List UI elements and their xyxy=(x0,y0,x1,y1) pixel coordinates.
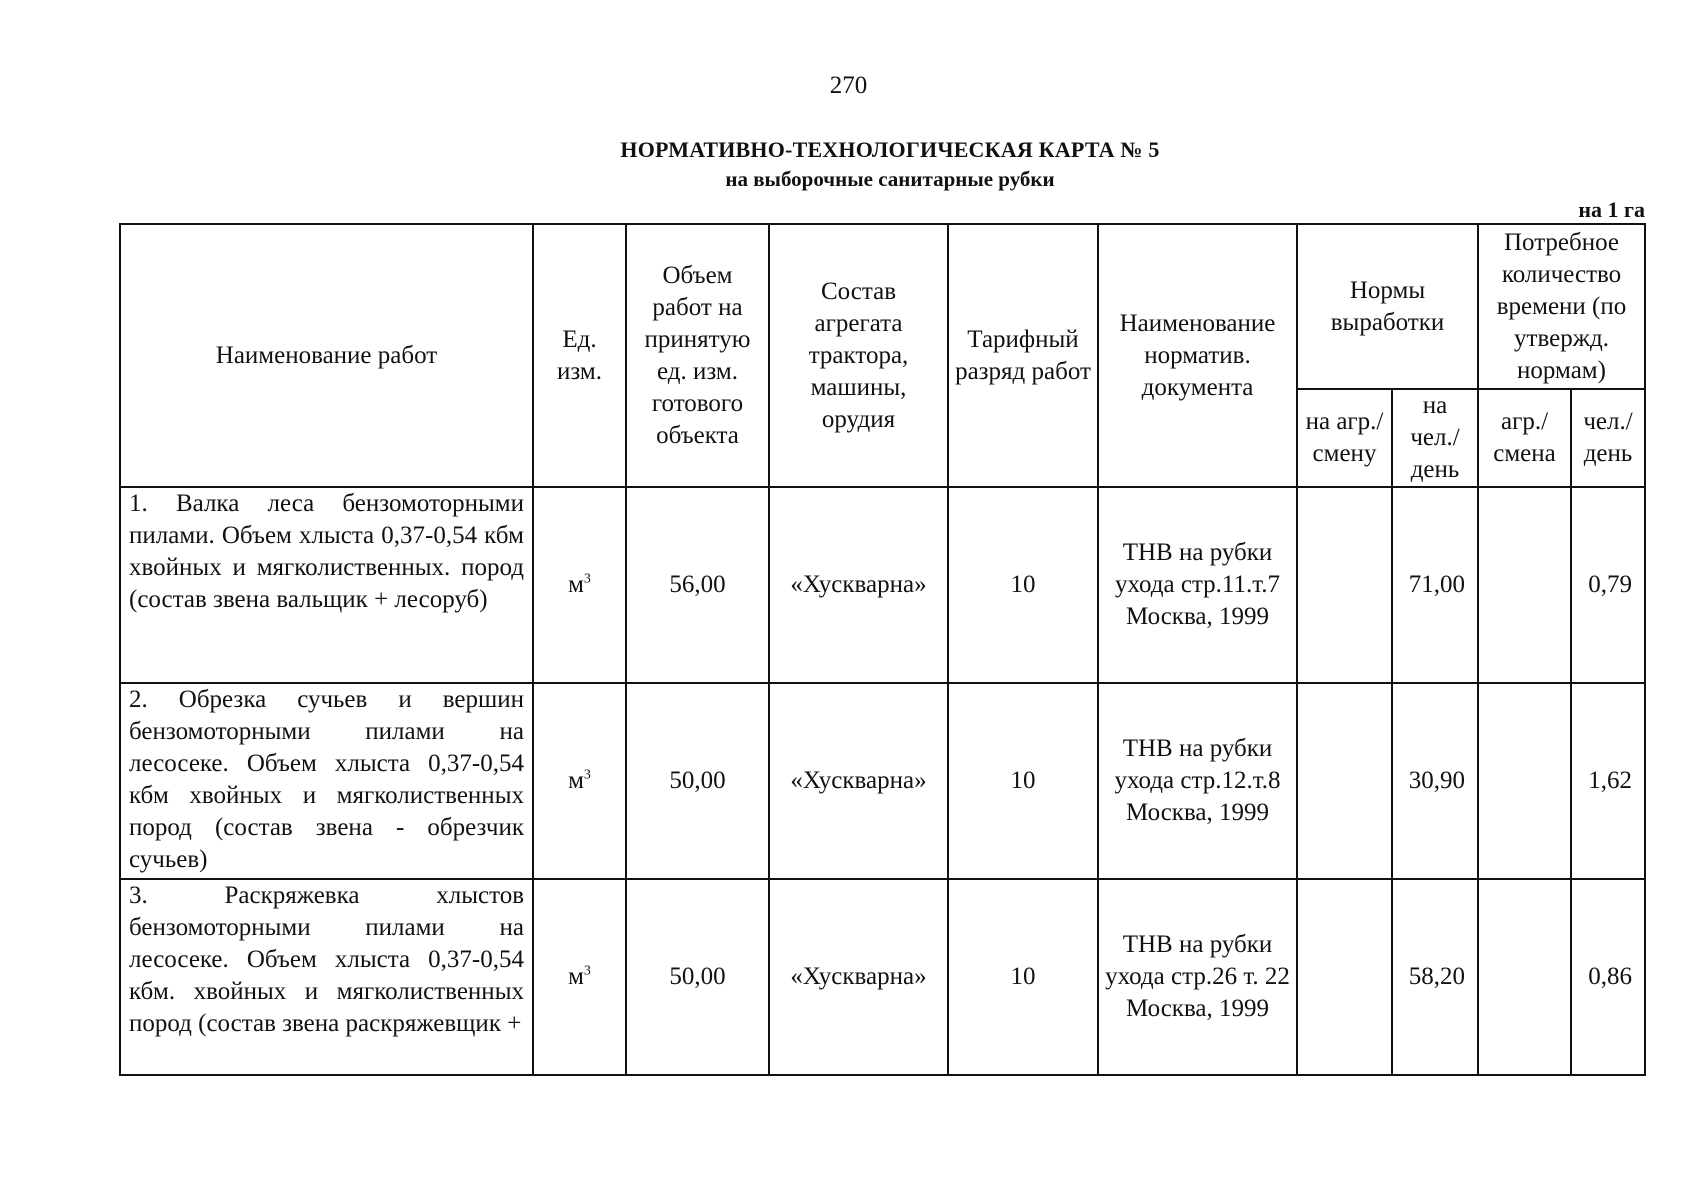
header-row xyxy=(120,224,1645,389)
output-per-person-cell: 71,00 xyxy=(1392,487,1478,683)
header-time-per-unit: агр./ смена xyxy=(1478,389,1571,487)
header-output-per-person: на чел./ день xyxy=(1392,389,1478,487)
composition-cell: «Хускварна» xyxy=(769,683,948,879)
page-number: 270 xyxy=(829,72,868,99)
table-row xyxy=(120,487,1645,683)
norms-table xyxy=(119,223,1646,1076)
time-per-person-cell: 1,62 xyxy=(1571,683,1645,879)
unit-cell xyxy=(533,879,626,1075)
document-cell: ТНВ на рубки ухода стр.26 т. 22 Москва, 1999 xyxy=(1098,879,1297,1075)
grade-cell: 10 xyxy=(948,683,1098,879)
volume-cell: 56,00 xyxy=(626,487,769,683)
table-row xyxy=(120,683,1645,879)
unit-exponent: 3 xyxy=(583,767,591,783)
output-per-person-cell: 30,90 xyxy=(1392,683,1478,879)
header-time-required: Потребное количество времени (по утвержд. нормам) xyxy=(1478,224,1645,389)
document-cell: ТНВ на рубки ухода стр.12.т.8 Москва, 1999 xyxy=(1098,683,1297,879)
header-composition: Состав агрегата трактора, машины, орудия xyxy=(769,224,948,487)
work-name-cell: 3. Раскряжевка хлыстов бензомоторными пилами на лесосеке. Объем хлыста 0,37-0,54 кбм. хвойных и мягколиственных пород (состав звена раскряжевщик + xyxy=(120,879,533,1075)
grade-cell: 10 xyxy=(948,879,1098,1075)
header-time-per-person: чел./ день xyxy=(1571,389,1645,487)
unit-base: м xyxy=(568,571,584,598)
unit-base: м xyxy=(568,767,584,794)
output-per-unit-cell xyxy=(1297,683,1392,879)
output-per-person-cell: 58,20 xyxy=(1392,879,1478,1075)
unit-exponent: 3 xyxy=(583,963,591,979)
grade-cell: 10 xyxy=(948,487,1098,683)
time-per-unit-cell xyxy=(1478,683,1571,879)
document-subtitle: на выборочные санитарные рубки xyxy=(725,167,1055,191)
header-unit: Ед. изм. xyxy=(533,224,626,487)
composition-cell: «Хускварна» xyxy=(769,487,948,683)
document-cell: ТНВ на рубки ухода стр.11.т.7 Москва, 1999 xyxy=(1098,487,1297,683)
header-document: Наименование норматив. документа xyxy=(1098,224,1297,487)
work-name-cell: 2. Обрезка сучьев и вершин бензомоторными пилами на лесосеке. Объем хлыста 0,37-0,54 кбм хвойных и мягколиственных пород (состав звена - обрезчик сучьев) xyxy=(120,683,533,879)
work-name-cell: 1. Валка леса бензомоторными пилами. Объем хлыста 0,37-0,54 кбм хвойных и мягколиственных. пород (состав звена вальщик + лесоруб) xyxy=(120,487,533,683)
time-per-unit-cell xyxy=(1478,879,1571,1075)
unit-cell xyxy=(533,487,626,683)
document-title: НОРМАТИВНО-ТЕХНОЛОГИЧЕСКАЯ КАРТА № 5 xyxy=(620,137,1160,162)
volume-cell: 50,00 xyxy=(626,683,769,879)
time-per-person-cell: 0,86 xyxy=(1571,879,1645,1075)
time-per-unit-cell xyxy=(1478,487,1571,683)
output-per-unit-cell xyxy=(1297,879,1392,1075)
composition-cell: «Хускварна» xyxy=(769,879,948,1075)
unit-exponent: 3 xyxy=(583,571,591,587)
header-volume: Объем работ на принятую ед. изм. готового объекта xyxy=(626,224,769,487)
unit-note: на 1 га xyxy=(1578,197,1645,222)
header-work-name: Наименование работ xyxy=(120,224,533,487)
unit-cell xyxy=(533,683,626,879)
header-grade: Тарифный разряд работ xyxy=(948,224,1098,487)
header-output-norms: Нормы выработки xyxy=(1297,224,1478,389)
table-row xyxy=(120,879,1645,1075)
header-output-per-unit: на агр./ смену xyxy=(1297,389,1392,487)
output-per-unit-cell xyxy=(1297,487,1392,683)
unit-base: м xyxy=(568,963,584,990)
volume-cell: 50,00 xyxy=(626,879,769,1075)
time-per-person-cell: 0,79 xyxy=(1571,487,1645,683)
